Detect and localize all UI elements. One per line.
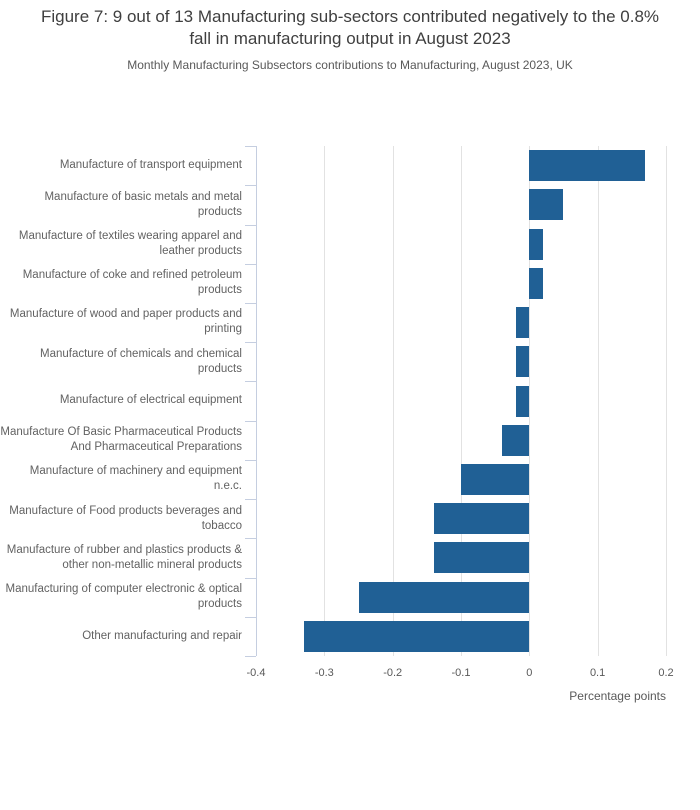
x-tick-label--0.1: -0.1 (451, 667, 471, 679)
gridline-x--0.2 (393, 146, 394, 656)
x-tick-label--0.4: -0.4 (246, 667, 266, 679)
y-axis-tick (245, 656, 256, 657)
y-axis-tick (245, 264, 256, 265)
category-label-5: Manufacture of chemicals and chemical products (40, 347, 242, 375)
gridline-x-0.1 (598, 146, 599, 656)
y-axis-tick (245, 421, 256, 422)
y-axis-tick (245, 499, 256, 500)
x-axis-title: Percentage points (569, 689, 666, 703)
x-tick-label--0.2: -0.2 (383, 667, 403, 679)
category-label-7: Manufacture Of Basic Pharmaceutical Products And Pharmaceutical Preparations (0, 426, 242, 454)
category-label-0: Manufacture of transport equipment (59, 159, 242, 172)
y-axis-line (256, 146, 257, 656)
bar-12 (304, 621, 530, 652)
gridline-x--0.1 (461, 146, 462, 656)
bar-2 (529, 229, 543, 260)
category-label-8: Manufacture of machinery and equipment n.e.c. (29, 465, 242, 493)
category-label-4: Manufacture of wood and paper products and printing (9, 308, 242, 336)
chart-title: Figure 7: 9 out of 13 Manufacturing sub-sectors contributed negatively to the 0.8% fall in manufacturing output in August 2023 (40, 7, 660, 48)
bar-0 (529, 150, 645, 181)
chart-subtitle: Monthly Manufacturing Subsectors contributions to Manufacturing, August 2023, UK (127, 58, 573, 72)
y-axis-tick (245, 185, 256, 186)
bar-1 (529, 189, 563, 220)
category-label-6: Manufacture of electrical equipment (59, 394, 242, 407)
gridline-x-0 (529, 146, 530, 656)
x-tick-label--0.3: -0.3 (314, 667, 334, 679)
category-label-12: Other manufacturing and repair (82, 629, 242, 642)
bar-5 (516, 346, 530, 377)
x-tick-label-0.1: 0.1 (589, 667, 606, 679)
bar-3 (529, 268, 543, 299)
y-axis-tick (245, 381, 256, 382)
y-axis-tick (245, 342, 256, 343)
category-label-10: Manufacture of rubber and plastics products & other non-metallic mineral products (6, 543, 242, 571)
category-label-9: Manufacture of Food products beverages and tobacco (9, 504, 242, 532)
y-axis-tick (245, 617, 256, 618)
bar-10 (434, 542, 530, 573)
category-label-1: Manufacture of basic metals and metal products (44, 190, 242, 218)
x-tick-label-0.2: 0.2 (658, 667, 674, 679)
bar-4 (516, 307, 530, 338)
bar-8 (461, 464, 529, 495)
y-axis-tick (245, 225, 256, 226)
y-axis-tick (245, 146, 256, 147)
category-label-2: Manufacture of textiles wearing apparel and leather products (18, 230, 242, 258)
x-tick-label-0: 0 (526, 667, 533, 679)
y-axis-tick (245, 538, 256, 539)
bar-9 (434, 503, 530, 534)
y-axis-tick (245, 303, 256, 304)
category-label-11: Manufacturing of computer electronic & optical products (5, 583, 242, 611)
category-label-3: Manufacture of coke and refined petroleum products (22, 269, 242, 297)
bar-11 (359, 582, 530, 613)
y-axis-tick (245, 578, 256, 579)
gridline-x--0.3 (324, 146, 325, 656)
gridline-x-0.2 (666, 146, 667, 656)
y-axis-tick (245, 460, 256, 461)
bar-7 (502, 425, 529, 456)
bar-6 (516, 386, 530, 417)
